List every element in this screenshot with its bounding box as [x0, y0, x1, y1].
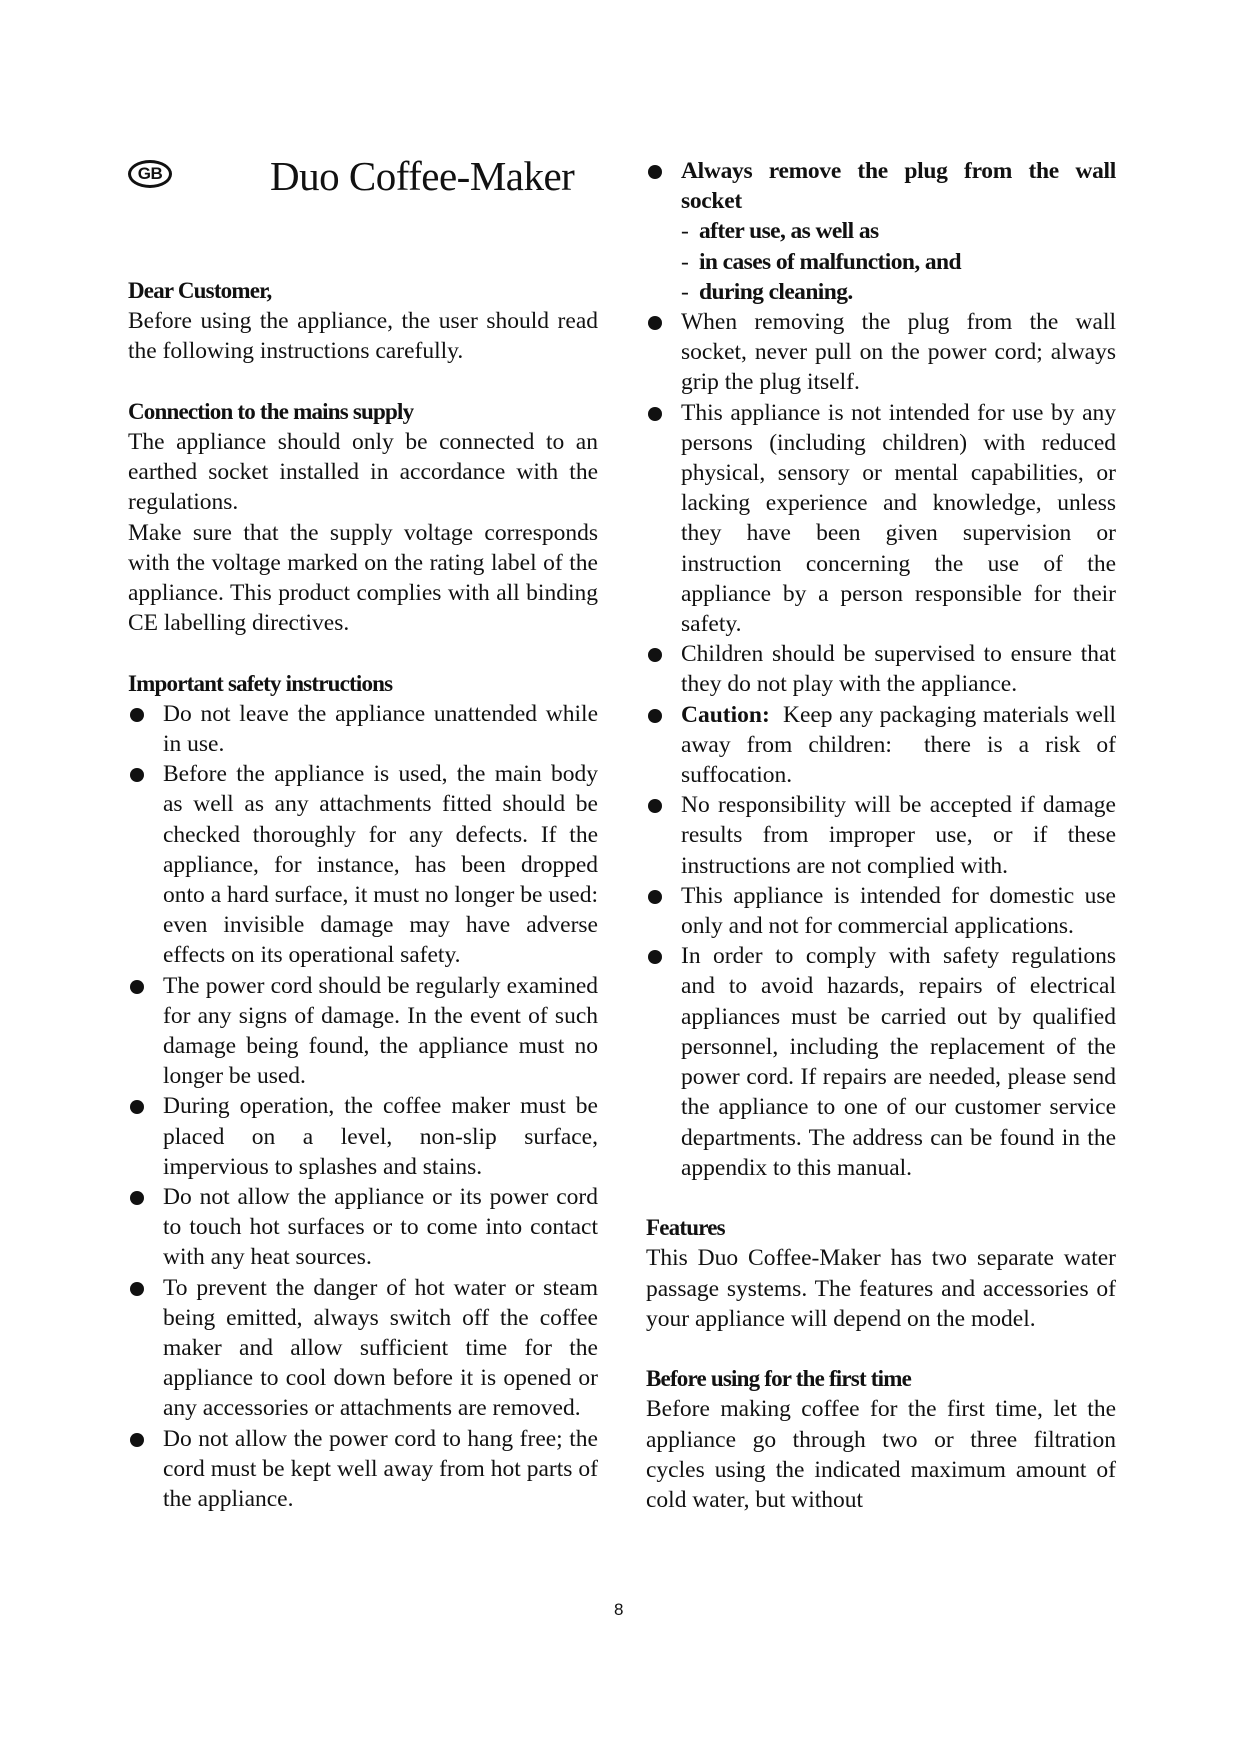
safety-bullet: In order to comply with safety regulations and to avoid hazards, repairs of electrical appliances must be carried out by qualified personnel, including the replacement of the power cord. If repairs are needed, please send the appliance to one of our customer service departments. The address can be found in the appendix to this manual. [646, 941, 1116, 1183]
safety-bullet: During operation, the coffee maker must be placed on a level, non-slip surface, impervious to splashes and stains. [128, 1091, 598, 1182]
left-column [128, 276, 598, 1514]
safety-bullet: Do not allow the appliance or its power cord to touch hot surfaces or to come into contact with any heat sources. [128, 1182, 598, 1273]
safety-bullet: Children should be supervised to ensure that they do not play with the appliance. [646, 639, 1116, 699]
plug-removal-bullet: Always remove the plug from the wall socket [646, 156, 1116, 216]
plug-removal-subitem: - in cases of malfunction, and [681, 248, 961, 275]
plug-removal-subitem: - during cleaning. [681, 278, 853, 305]
language-badge-gb: GB [128, 160, 172, 188]
greeting-heading: Dear Customer, [128, 278, 272, 303]
connection-heading: Connection to the mains supply [128, 398, 414, 424]
safety-bullet: Do not allow the power cord to hang free; the cord must be kept well away from hot parts of the appliance. [128, 1424, 598, 1515]
connection-paragraph-1: The appliance should only be connected to an earthed socket installed in accordance with the regulations. [128, 429, 598, 516]
page-title: Duo Coffee-Maker [270, 153, 575, 199]
connection-paragraph-2: Make sure that the supply voltage corresponds with the voltage marked on the rating label of the appliance. This product complies with all binding CE labelling directives. [128, 519, 598, 637]
caution-text: Keep any packaging materials well away from children: there is a risk of suffocation. [681, 701, 1122, 789]
features-heading: Features [646, 1215, 725, 1241]
right-column [646, 156, 1122, 1515]
first-time-heading: Before using for the first time [646, 1366, 911, 1392]
plug-removal-subitem: - after use, as well as [681, 218, 879, 245]
first-time-paragraph: Before making coffee for the first time, let the appliance go through two or three filtration cycles using the indicated maximum amount of cold water, but without [646, 1396, 1116, 1513]
safety-heading: Important safety instructions [128, 670, 393, 696]
safety-bullet: To prevent the danger of hot water or steam being emitted, always switch off the coffee maker and allow sufficient time for the appliance to cool down before it is opened or any accessories or attachments are removed. [128, 1273, 598, 1424]
safety-bullet: This appliance is not intended for use by any persons (including children) with reduced physical, sensory or mental capabilities, or lacking experience and knowledge, unless they have been given supervision or instruction concerning the use of the appliance by a person responsible for their safety. [646, 398, 1116, 640]
caution-label: Caution: [681, 701, 770, 728]
intro-paragraph: Before using the appliance, the user should read the following instructions carefully. [128, 308, 598, 365]
safety-bullet: The power cord should be regularly examined for any signs of damage. In the event of such damage being found, the appliance must no longer be used. [128, 971, 598, 1092]
page-number: 8 [614, 1600, 624, 1619]
caution-bullet [646, 700, 1122, 791]
safety-bullet: No responsibility will be accepted if damage results from improper use, or if these instructions are not complied with. [646, 790, 1116, 881]
features-paragraph: This Duo Coffee-Maker has two separate water passage systems. The features and accessories of your appliance will depend on the model. [646, 1245, 1116, 1332]
safety-bullet: Do not leave the appliance unattended while in use. [128, 699, 598, 759]
safety-bullet: When removing the plug from the wall socket, never pull on the power cord; always grip the plug itself. [646, 307, 1116, 398]
safety-bullet: Before the appliance is used, the main body as well as any attachments fitted should be checked thoroughly for any defects. If the appliance, for instance, has been dropped onto a hard surface, it must no longer be used: even invisible damage may have adverse effects on its operational safety. [128, 759, 598, 970]
safety-bullet: This appliance is intended for domestic use only and not for commercial applications. [646, 881, 1116, 941]
